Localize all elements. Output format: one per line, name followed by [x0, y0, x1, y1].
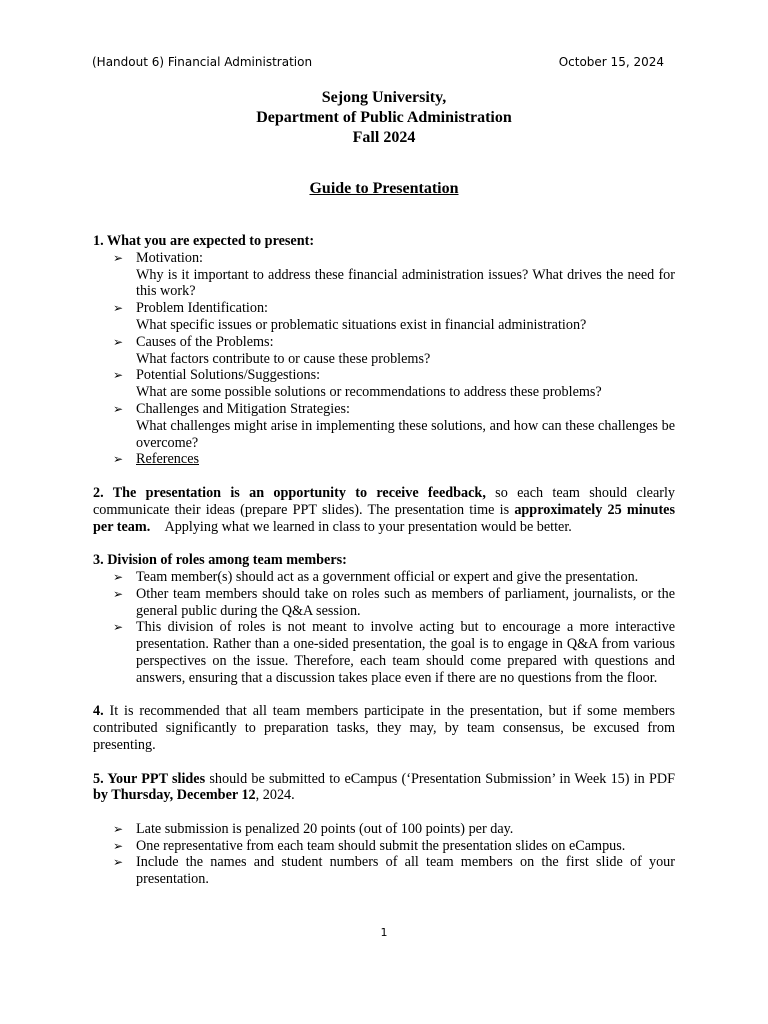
- section-5-list: [93, 821, 675, 888]
- arrow-bullet-icon: ➢: [113, 250, 124, 265]
- list-item: [93, 451, 675, 468]
- title-department: Department of Public Administration: [256, 109, 512, 126]
- list-item: ➢ Team member(s) should act as a government official or expert and give the presentation.: [113, 568, 639, 585]
- list-item: ➢ This division of roles is not meant to involve acting but to encourage a more interactive presentation. Rather than a one-sided presentation, the goal is to engage in Q&A from various perspectives on the issue. Therefore, each team should come prepared with questions and answers, ensuring that a discussion takes place even if there are no questions from the floor.: [113, 619, 675, 686]
- list-item: ➢ Late submission is penalized 20 points (out of 100 points) per day.: [113, 820, 514, 837]
- guide-title: Guide to Presentation: [309, 180, 459, 197]
- section-5: [93, 771, 675, 805]
- arrow-bullet-icon: ➢: [113, 838, 124, 853]
- arrow-bullet-icon: ➢: [113, 620, 124, 635]
- document-body: [93, 233, 675, 888]
- page-header: [92, 54, 664, 71]
- arrow-bullet-icon: ➢: [113, 855, 124, 870]
- section-4: [93, 703, 675, 753]
- section-1-heading: 1. What you are expected to present:: [93, 233, 315, 249]
- arrow-bullet-icon: ➢: [113, 368, 124, 383]
- list-item: ➢ Potential Solutions/Suggestions: What are some possible solutions or recommendations to address these problems?: [113, 367, 602, 401]
- list-item: ➢ One representative from each team should submit the presentation slides on eCampus.: [113, 837, 626, 854]
- section-2: [93, 485, 675, 535]
- arrow-bullet-icon: ➢: [113, 401, 124, 416]
- arrow-bullet-icon: ➢: [113, 334, 124, 349]
- list-item: ➢ Causes of the Problems: What factors contribute to or cause these problems?: [113, 333, 431, 367]
- section-3-heading: 3. Division of roles among team members:: [93, 552, 347, 569]
- arrow-bullet-icon: ➢: [113, 821, 124, 836]
- arrow-bullet-icon: ➢: [113, 301, 124, 316]
- section-2-paragraph: 2. The presentation is an opportunity to receive feedback, so each team should clearly communicate their ideas (prepare PPT slides). The presentation time is approximately 25 minutes per team. Applying what we learned in class to your presentation would be better.: [93, 484, 675, 535]
- section-1: [93, 233, 675, 468]
- section-3: [93, 552, 675, 686]
- document-title: [0, 88, 768, 148]
- section-3-list: [93, 569, 675, 687]
- list-item: ➢ Other team members should take on roles such as members of parliament, journalists, or the general public during the Q&A session.: [113, 585, 675, 619]
- list-item: ➢ Problem Identification: What specific issues or problematic situations exist in financial administration?: [113, 300, 587, 333]
- list-item: ➢ Motivation: Why is it important to address these financial administration issues? What drives the need for this work?: [113, 249, 675, 300]
- header-course: (Handout 6) Financial Administration: [92, 55, 313, 69]
- arrow-bullet-icon: ➢: [113, 569, 124, 584]
- list-item: ➢ Challenges and Mitigation Strategies: What challenges might arise in implementing these solutions, and how can these challenges be overcome?: [113, 400, 675, 451]
- section-5-paragraph: 5. Your PPT slides should be submitted to eCampus (‘Presentation Submission’ in Week 15) in PDF by Thursday, December 12, 2024.: [93, 770, 676, 804]
- section-1-list: [93, 250, 675, 468]
- arrow-bullet-icon: ➢: [113, 452, 124, 467]
- list-item: ➢ Include the names and student numbers of all team members on the first slide of your presentation.: [113, 854, 675, 888]
- page-number: 1: [380, 926, 388, 939]
- title-term: Fall 2024: [352, 129, 416, 146]
- arrow-bullet-icon: ➢: [113, 586, 124, 601]
- section-4-paragraph: 4. It is recommended that all team members participate in the presentation, but if some members contributed significantly to preparation tasks, they may, by team consensus, be excused from presenting.: [93, 703, 675, 753]
- header-date: October 15, 2024: [558, 55, 664, 69]
- title-university: Sejong University,: [321, 89, 447, 106]
- references-label: References: [136, 451, 200, 468]
